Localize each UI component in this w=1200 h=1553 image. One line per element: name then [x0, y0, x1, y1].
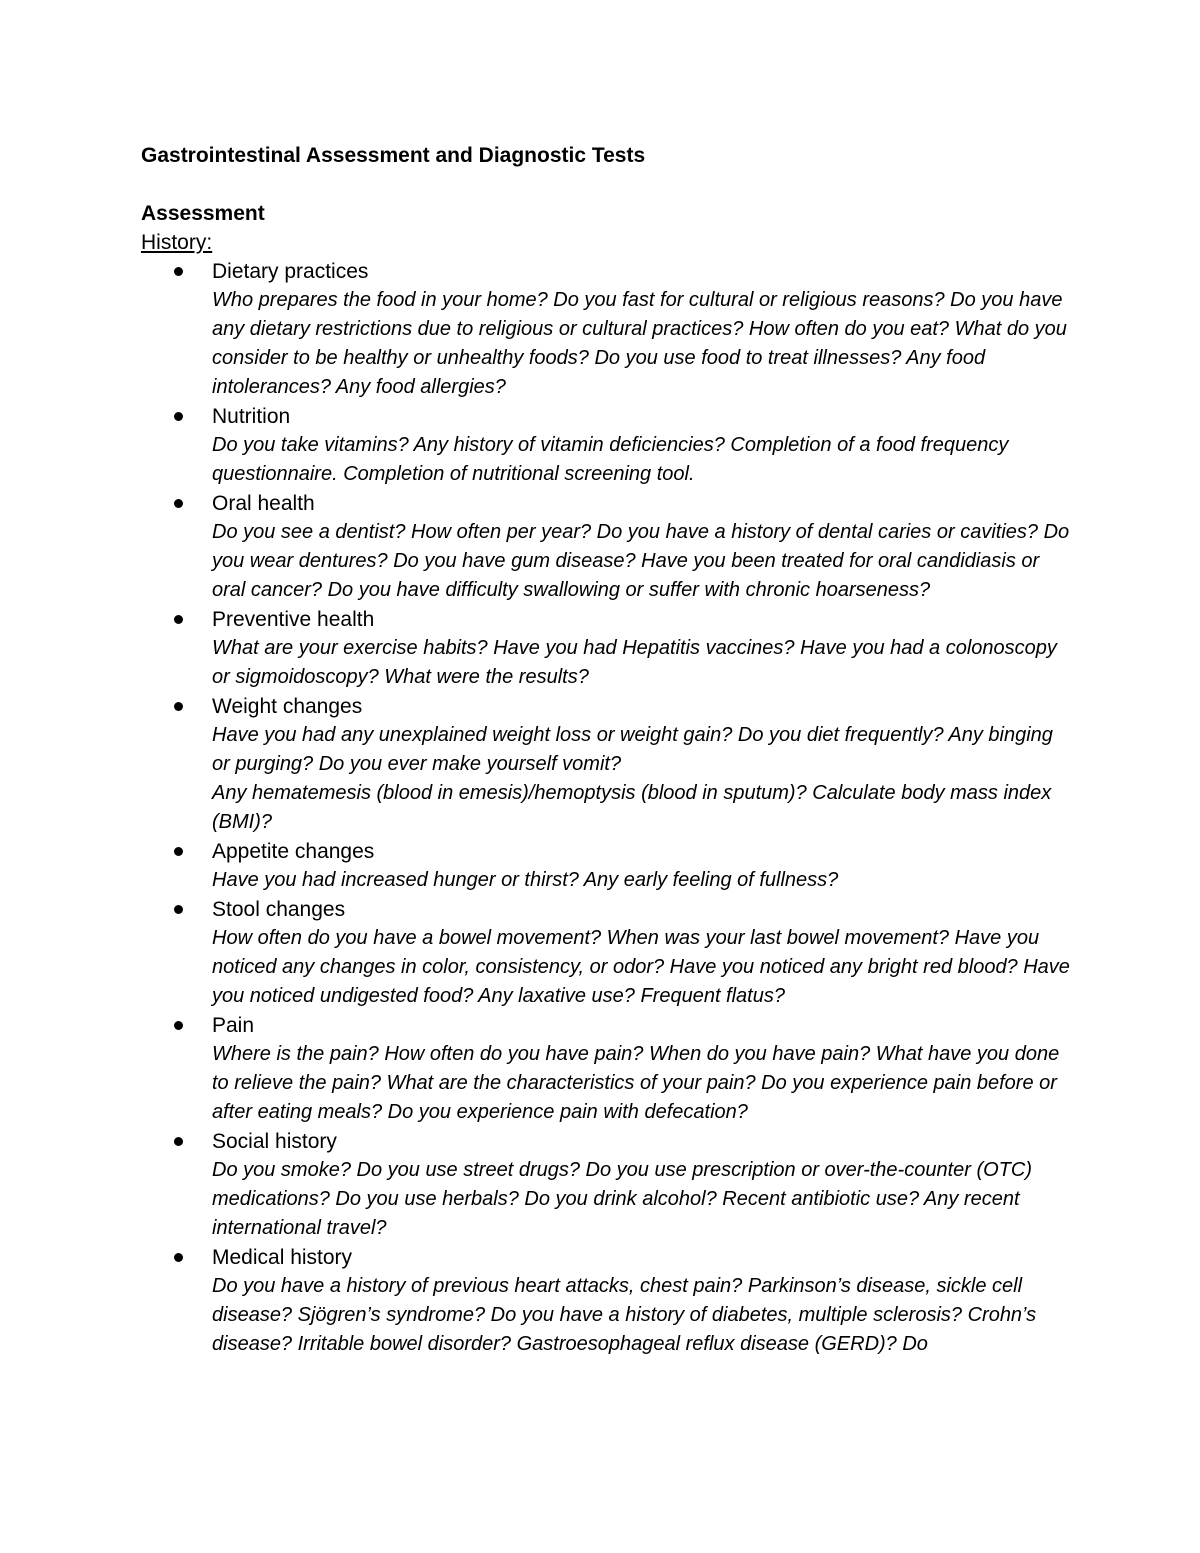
item-questions: Do you take vitamins? Any history of vitamin deficiencies? Completion of a food frequency questionnaire. Completion of nutritional screening tool. [212, 434, 1009, 485]
list-item [141, 402, 1071, 489]
bullet-icon [174, 1137, 183, 1146]
bullet-icon [174, 1021, 183, 1030]
item-title: Preventive health [212, 608, 375, 631]
item-title: Oral health [212, 492, 315, 515]
bullet-icon [174, 905, 183, 914]
item-questions: How often do you have a bowel movement? When was your last bowel movement? Have you noticed any changes in color, consistency, or odor? Have you noticed any bright red blood? Have you noticed undigested food? Any laxative use? Frequent flatus? [212, 927, 1070, 1007]
list-item [141, 1127, 1071, 1243]
item-title: Medical history [212, 1246, 353, 1269]
list-item [141, 257, 1071, 402]
list-item [141, 489, 1071, 605]
item-title: Social history [212, 1130, 337, 1153]
item-questions: Have you had increased hunger or thirst? Any early feeling of fullness? [212, 869, 839, 891]
bullet-icon [174, 702, 183, 711]
history-list [141, 257, 1071, 1359]
item-title: Nutrition [212, 405, 291, 428]
item-questions-continued: Any hematemesis (blood in emesis)/hemoptysis (blood in sputum)? Calculate body mass index (BMI)? [212, 782, 1052, 833]
subsection-title-history: History: [141, 231, 213, 254]
item-questions: Have you had any unexplained weight loss or weight gain? Do you diet frequently? Any binging or purging? Do you ever make yourself vomit? [212, 724, 1053, 775]
section-title-assessment: Assessment [141, 202, 265, 225]
item-questions: Do you see a dentist? How often per year? Do you have a history of dental caries or cavities? Do you wear dentures? Do you have gum disease? Have you been treated for oral candidiasis or oral cancer? Do you have difficulty swallowing or suffer with chronic hoarseness? [212, 521, 1070, 601]
item-questions: Where is the pain? How often do you have pain? When do you have pain? What have you done to relieve the pain? What are the characteristics of your pain? Do you experience pain before or after eating meals? Do you experience pain with defecation? [212, 1043, 1060, 1123]
bullet-icon [174, 615, 183, 624]
item-questions: Who prepares the food in your home? Do you fast for cultural or religious reasons? Do you have any dietary restrictions due to religious or cultural practices? How often do you eat? What do you consider to be healthy or unhealthy foods? Do you use food to treat illnesses? Any food intolerances? Any food allergies? [212, 289, 1067, 398]
bullet-icon [174, 1253, 183, 1262]
list-item [141, 692, 1071, 837]
list-item [141, 895, 1071, 1011]
item-title: Dietary practices [212, 260, 369, 283]
document-title: Gastrointestinal Assessment and Diagnostic Tests [141, 144, 646, 167]
bullet-icon [174, 499, 183, 508]
list-item [141, 605, 1071, 692]
item-title: Appetite changes [212, 840, 375, 863]
item-questions: Do you have a history of previous heart attacks, chest pain? Parkinson’s disease, sickle cell disease? Sjögren’s syndrome? Do you have a history of diabetes, multiple sclerosis? Crohn’s disease? Irritable bowel disorder? Gastroesophageal reflux disease (GERD)? Do [212, 1275, 1037, 1355]
item-title: Weight changes [212, 695, 363, 718]
blank-line [141, 170, 1071, 199]
bullet-icon [174, 412, 183, 421]
item-questions: What are your exercise habits? Have you had Hepatitis vaccines? Have you had a colonoscopy or sigmoidoscopy? What were the results? [212, 637, 1057, 688]
list-item [141, 837, 1071, 895]
document-content [141, 141, 1071, 1359]
item-title: Pain [212, 1014, 255, 1037]
bullet-icon [174, 847, 183, 856]
list-item [141, 1011, 1071, 1127]
item-questions: Do you smoke? Do you use street drugs? Do you use prescription or over-the-counter (OTC) medications? Do you use herbals? Do you drink alcohol? Recent antibiotic use? Any recent international travel? [212, 1159, 1032, 1239]
list-item [141, 1243, 1071, 1359]
bullet-icon [174, 267, 183, 276]
item-title: Stool changes [212, 898, 346, 921]
